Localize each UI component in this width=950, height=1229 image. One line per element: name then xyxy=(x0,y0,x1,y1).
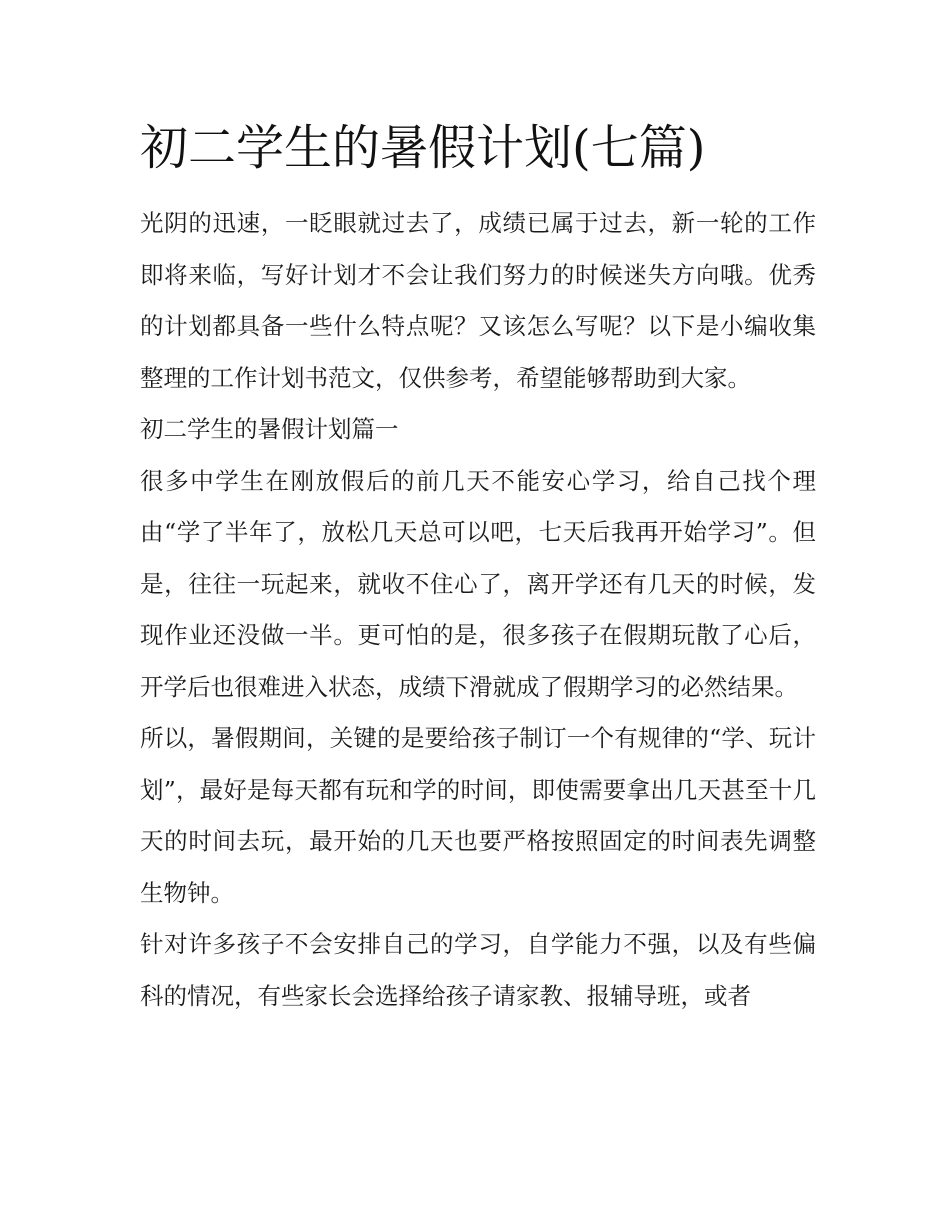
body-paragraph: 所以，暑假期间，关键的是要给孩子制订一个有规律的“学、玩计划”，最好是每天都有玩和学的时间，即使需要拿出几天甚至十几天的时间去玩，最开始的几天也要严格按照固定的时间表先调整生物钟。 xyxy=(140,724,816,907)
document-body xyxy=(140,112,816,1022)
document-title: 初二学生的暑假计划(七篇) xyxy=(140,120,706,176)
section-heading: 初二学生的暑假计划篇一 xyxy=(140,415,399,443)
intro-paragraph: 光阴的迅速，一眨眼就过去了，成绩已属于过去，新一轮的工作即将来临，写好计划才不会让我们努力的时候迷失方向哦。优秀的计划都具备一些什么特点呢？又该怎么写呢？以下是小编收集整理的工作计划书范文，仅供参考，希望能够帮助到大家。 xyxy=(140,209,816,392)
body-paragraph: 针对许多孩子不会安排自己的学习，自学能力不强，以及有些偏科的情况，有些家长会选择给孩子请家教、报辅导班，或者 xyxy=(140,930,816,1010)
body-paragraph: 很多中学生在刚放假后的前几天不能安心学习，给自己找个理由“学了半年了，放松几天总可以吧，七天后我再开始学习”。但是，往往一玩起来，就收不住心了，离开学还有几天的时候，发现作业还没做一半。更可怕的是，很多孩子在假期玩散了心后，开学后也很难进入状态，成绩下滑就成了假期学习的必然结果。 xyxy=(140,466,816,701)
